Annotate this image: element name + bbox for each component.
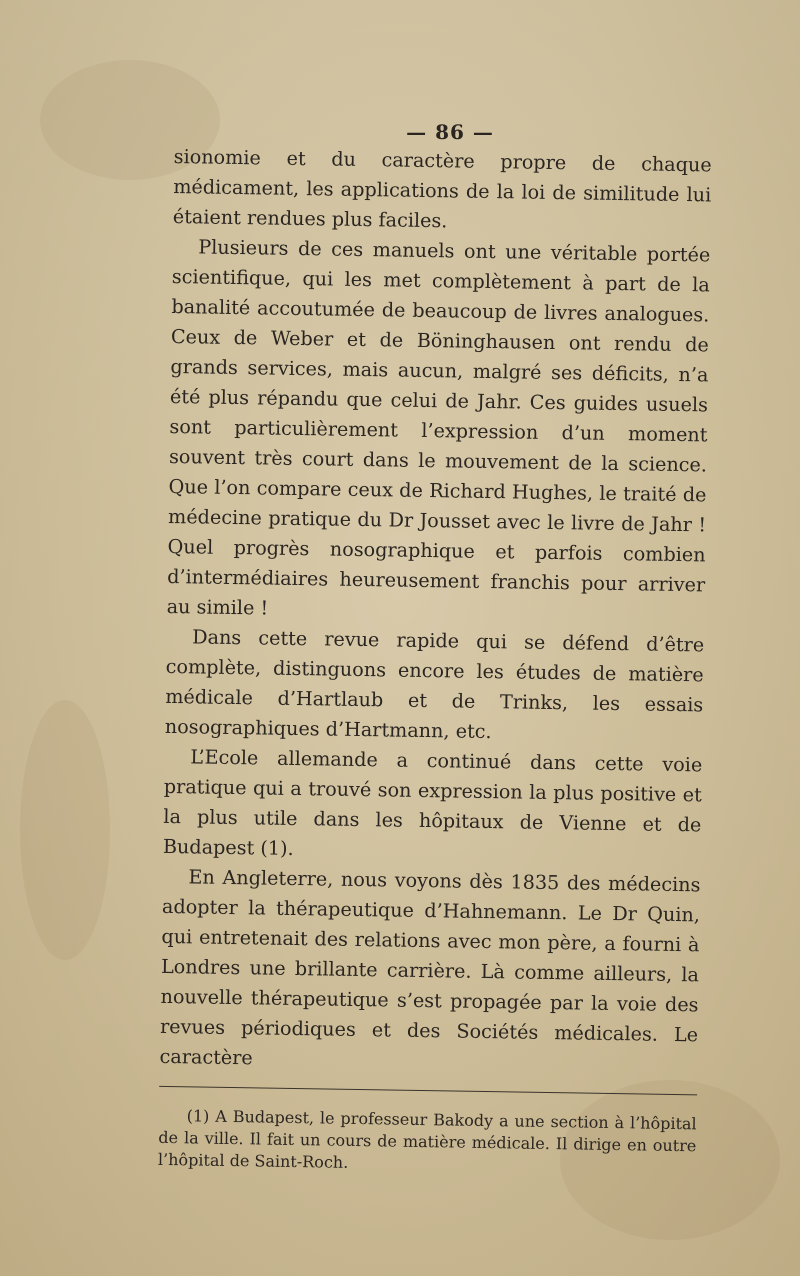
page-number: — 86 — xyxy=(406,120,494,144)
main-text xyxy=(158,142,712,1179)
paragraph-1: sionomie et du caractère propre de chaque médicament, les applications de la loi de similitude lui étaient rendues plus faciles. xyxy=(172,144,712,233)
paragraph-3: Dans cette revue rapide qui se défend d’être complète, distinguons encore les études de matière médicale d’Hartlaub et de Trinks, les essais nosographiques d’Hartmann, etc. xyxy=(164,625,705,744)
paragraph-2: Plusieurs de ces manuels ont une véritable portée scientifique, qui les met complètement à part de la banalité accoutumée de beaucoup de livres analogues. Ceux de Weber et de Böninghausen ont rendu de grands services, mais aucun, malgré ses déficits, n’a été plus répandu que celui de Jahr. Ces guides usuels sont particulièrement l’expression d’un moment souvent très court dans le mouvement de la science. Que l’on compare ceux de Richard Hughes, le traité de médecine pratique du Dr Jousset avec le livre de Jahr ! Quel progrès nosographique et parfois combien d’intermédiaires heureusement franchis pour arriver au simile ! xyxy=(166,235,711,620)
footnote: (1) A Budapest, le professeur Bakody a une section à l’hôpital de la ville. Il fait un cours de matière médicale. Il dirige en outre l’hôpital de Saint-Roch. xyxy=(157,1106,697,1172)
paper-stain xyxy=(20,700,110,960)
footnote-rule xyxy=(159,1086,697,1095)
paragraph-4: L’Ecole allemande a continué dans cette voie pratique qui a trouvé son expression la plus positive et la plus utile dans les hôpitaux de Vienne et de Budapest (1). xyxy=(162,745,703,860)
paragraph-5: En Angleterre, nous voyons dès 1835 des médecins adopter la thérapeutique d’Hahnemann. Le Dr Quin, qui entretenait des relations avec mon père, a fourni à Londres une brillante carrière. Là comme ailleurs, la nouvelle thérapeutique s’est propagée par la voie des revues périodiques et des Sociétés médicales. Le caractère xyxy=(159,865,701,1070)
